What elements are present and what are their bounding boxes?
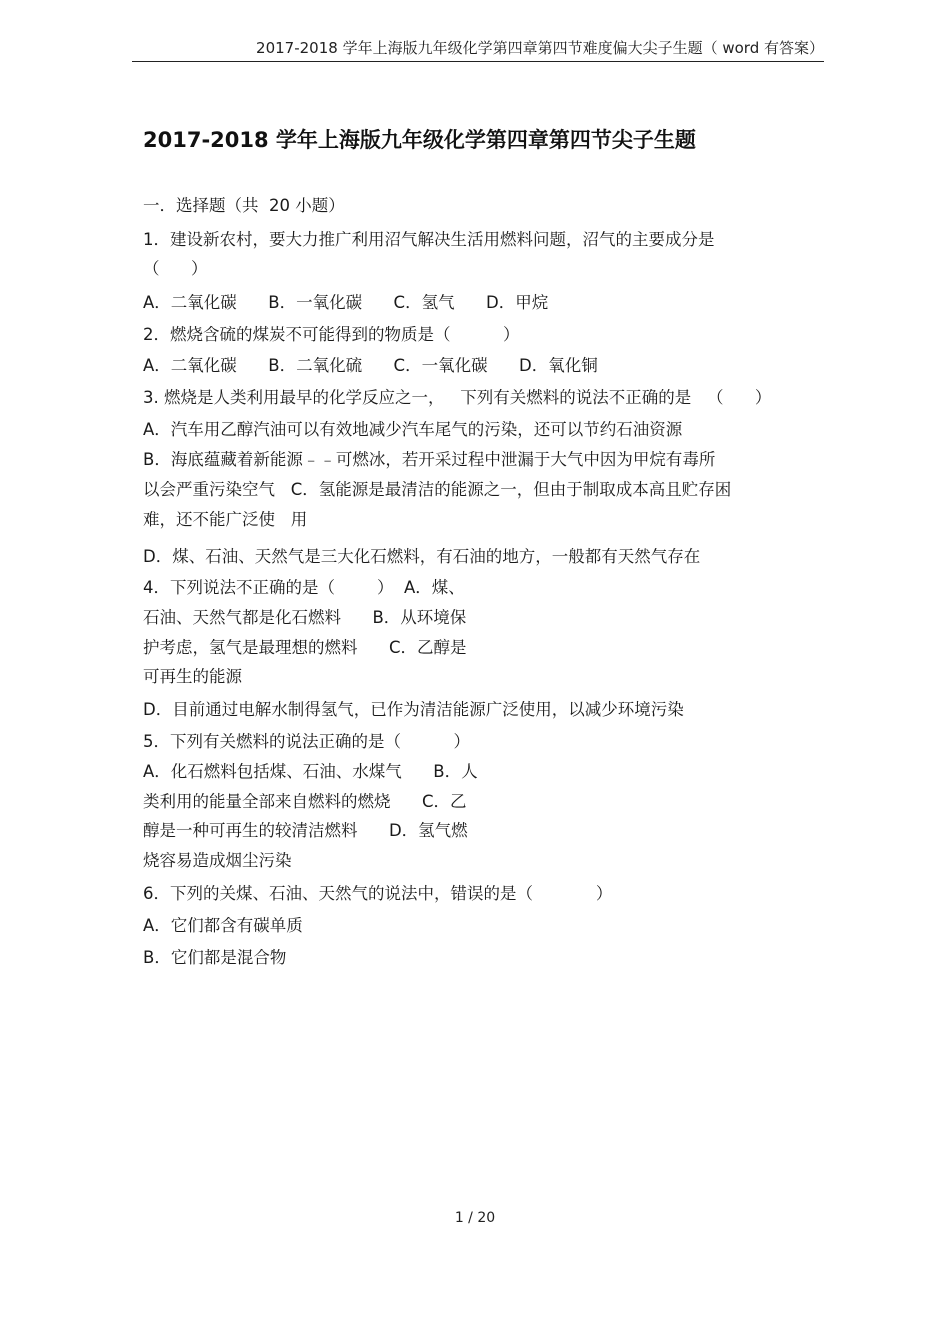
question-3-stem: 3. 燃烧是人类利用最早的化学反应之一， 下列有关燃料的说法不正确的是 （ ） [143,388,772,407]
page-number: 1 / 20 [454,1210,496,1226]
question-2-stem: 2．燃烧含硫的煤炭不可能得到的物质是（ ） [143,325,520,344]
question-5-options-line-3: 醇是一种可再生的较清洁燃料 D．氢气燃 [143,821,468,840]
question-2-options: A．二氧化碳 B．二氧化硫 C．一氧化碳 D．氧化铜 [143,356,598,375]
running-header: 2017-2018 学年上海版九年级化学第四章第四节难度偏大尖子生题（ word 有答案） [256,39,824,57]
question-4-stem: 4．下列说法不正确的是（ ） A．煤、 [143,578,465,597]
question-5-stem: 5．下列有关燃料的说法正确的是（ ） [143,732,470,751]
question-6-stem: 6．下列的关煤、石油、天然气的说法中，错误的是（ ） [143,884,613,903]
question-3-option-c-cont: 难，还不能广泛使 用 [143,510,308,529]
question-1-blank: （ ） [143,259,208,278]
document-title: 2017-2018 学年上海版九年级化学第四章第四节尖子生题 [143,128,696,152]
question-5-options-line-2: 类利用的能量全部来自燃料的燃烧 C．乙 [143,792,467,811]
question-6-option-a: A．它们都含有碳单质 [143,916,303,935]
question-4-options-line-1: 石油、天然气都是化石燃料 B．从环境保 [143,608,467,627]
question-3-option-d: D．煤、石油、天然气是三大化石燃料，有石油的地方，一般都有天然气存在 [143,547,701,566]
question-4-options-line-2: 护考虑，氢气是最理想的燃料 C．乙醇是 [143,638,467,657]
question-1-stem: 1．建设新农村，要大力推广利用沼气解决生活用燃料问题，沼气的主要成分是 [143,230,715,249]
header-divider [132,61,824,62]
section-heading: 一．选择题（共 20 小题） [143,196,345,215]
question-4-option-d: D．目前通过电解水制得氢气，已作为清洁能源广泛使用，以减少环境污染 [143,700,684,719]
question-5-options-line-4: 烧容易造成烟尘污染 [143,851,292,870]
question-3-option-b-c: 以会严重污染空气 C．氢能源是最清洁的能源之一，但由于制取成本高且贮存困 [143,480,732,499]
question-3-option-a: A．汽车用乙醇汽油可以有效地减少汽车尾气的污染，还可以节约石油资源 [143,420,683,439]
question-6-option-b: B．它们都是混合物 [143,948,287,967]
question-3-option-b: B．海底蕴藏着新能源﹣﹣可燃冰，若开采过程中泄漏于大气中因为甲烷有毒所 [143,450,716,469]
question-1-options: A．二氧化碳 B．一氧化碳 C．氢气 D．甲烷 [143,293,549,312]
question-5-options-line-1: A．化石燃料包括煤、石油、水煤气 B．人 [143,762,478,781]
question-4-options-line-3: 可再生的能源 [143,667,242,686]
